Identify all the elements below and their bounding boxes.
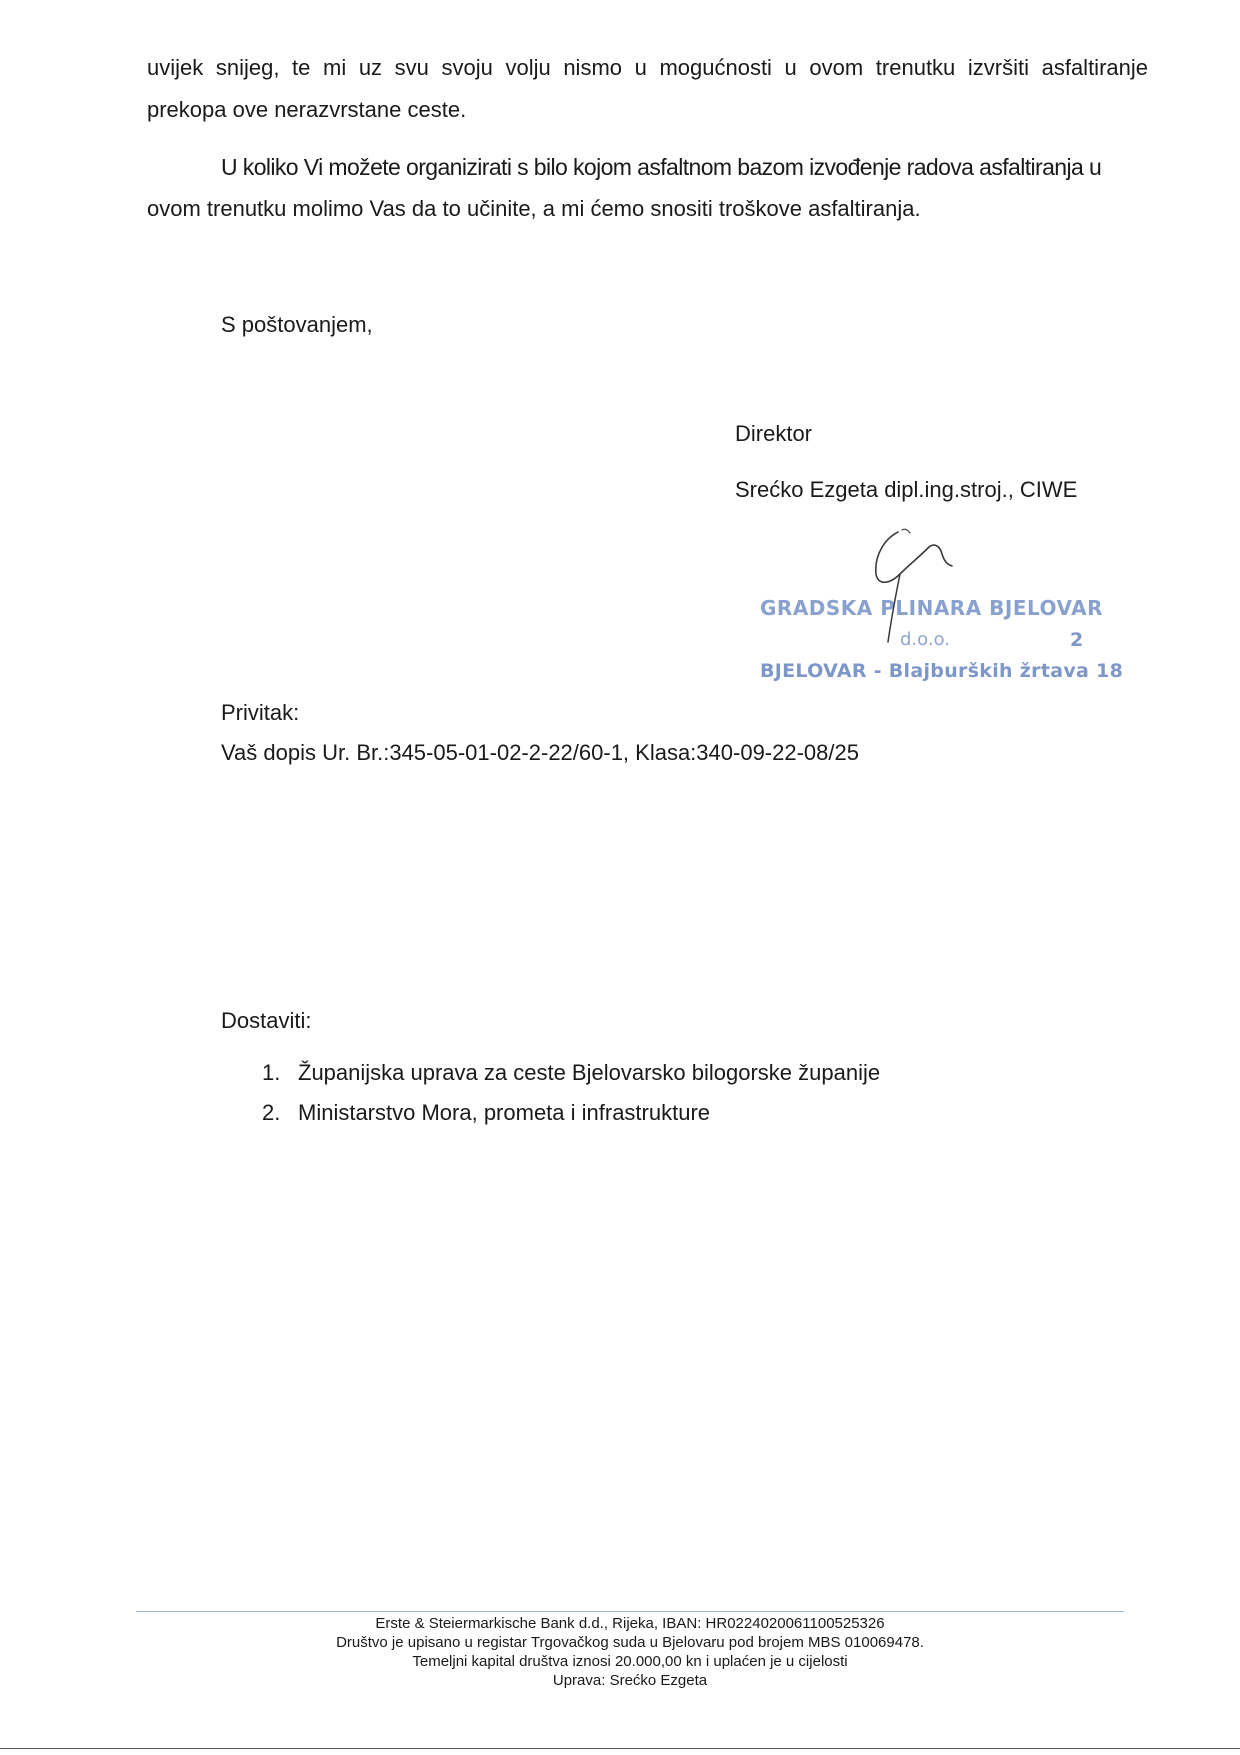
footer-divider (136, 1611, 1124, 1612)
paragraph-2 (147, 146, 1148, 230)
attachment-reference: Vaš dopis Ur. Br.:345-05-01-02-2-22/60-1, Klasa:340-09-22-08/25 (221, 740, 859, 765)
paragraph-1-line-1: uvijek snijeg, te mi uz svu svoju volju nismo u mogućnosti u ovom trenutku izvršiti asfaltiranje (147, 55, 1148, 80)
footer-registry-info: Društvo je upisano u registar Trgovačkog suda u Bjelovaru pod brojem MBS 010069478. (336, 1634, 924, 1651)
paragraph-1 (147, 47, 1148, 131)
footer-management-info: Uprava: Srećko Ezgeta (552, 1672, 708, 1689)
closing-salutation: S poštovanjem, (221, 312, 373, 337)
stamp-company-name: GRADSKA PLINARA BJELOVAR (760, 596, 1103, 620)
list-item-number: 1. (262, 1060, 281, 1085)
stamp-number: 2 (1070, 629, 1084, 651)
stamp-address: BJELOVAR - Blajburških žrtava 18 (760, 660, 1124, 682)
list-item-text: Županijska uprava za ceste Bjelovarsko bilogorske županije (298, 1060, 881, 1085)
page-bottom-edge (0, 1748, 1240, 1749)
footer (136, 1614, 1124, 1690)
attachment-label: Privitak: (221, 700, 300, 725)
list-item-text: Ministarstvo Mora, prometa i infrastrukture (298, 1100, 711, 1125)
signatory-name: Srećko Ezgeta dipl.ing.stroj., CIWE (735, 477, 1078, 502)
list-item-number: 2. (262, 1100, 281, 1125)
signatory-title: Direktor (735, 421, 813, 446)
footer-bank-info: Erste & Steiermarkische Bank d.d., Rijeka, IBAN: HR0224020061100525326 (375, 1615, 885, 1632)
handwritten-signature (850, 524, 980, 654)
footer-capital-info: Temeljni kapital društva iznosi 20.000,00 kn i uplaćen je u cijelosti (412, 1653, 848, 1670)
paragraph-1-line-2: prekopa ove nerazvrstane ceste. (147, 97, 467, 122)
paragraph-2-line-2: ovom trenutku molimo Vas da to učinite, a mi ćemo snositi troškove asfaltiranja. (147, 196, 921, 221)
delivery-label: Dostaviti: (221, 1008, 312, 1033)
paragraph-2-line-1: U koliko Vi možete organizirati s bilo kojom asfaltnom bazom izvođenje radova asfaltiranja u (221, 154, 1102, 180)
stamp-legal-form: d.o.o. (900, 629, 950, 650)
